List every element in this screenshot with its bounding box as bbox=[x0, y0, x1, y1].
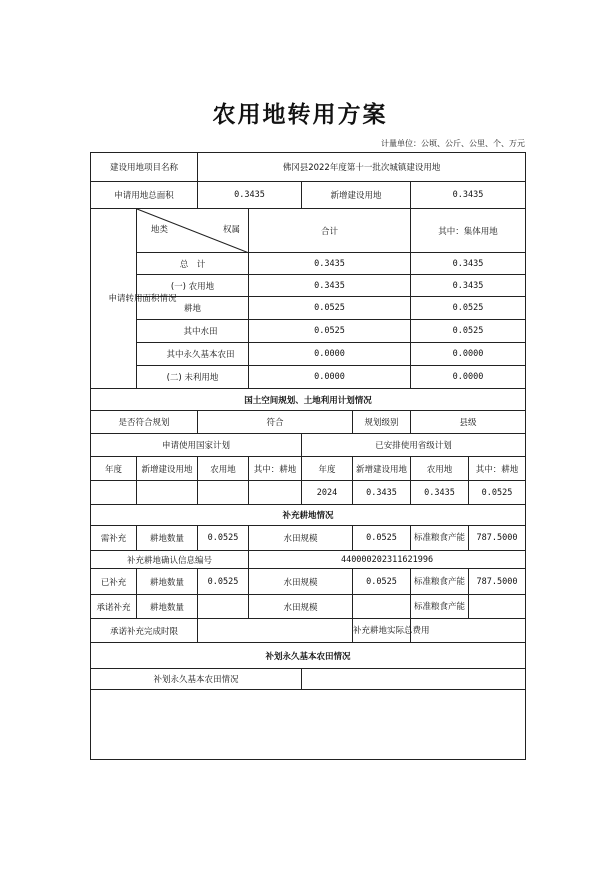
need-paddy-value: 0.0525 bbox=[353, 526, 411, 551]
plan-value-cell bbox=[137, 481, 198, 505]
arable-label: 耕地数量 bbox=[137, 595, 198, 619]
blank-remarks-row bbox=[91, 690, 526, 760]
plan-header-cell: 年度 bbox=[91, 457, 137, 481]
grain-label: 标准粮食产能 bbox=[411, 526, 469, 551]
plan-header-cell: 其中：耕地 bbox=[249, 457, 302, 481]
row-label: 其中永久基本农田 bbox=[137, 343, 249, 366]
row-label: (二) 未利用地 bbox=[137, 366, 249, 389]
permanent-section-title: 补划永久基本农田情况 bbox=[91, 643, 526, 669]
row-collective: 0.0000 bbox=[411, 343, 526, 366]
plan-header-cell: 新增建设用地 bbox=[137, 457, 198, 481]
new-construction-value: 0.3435 bbox=[411, 182, 526, 209]
done-grain-value: 787.5000 bbox=[469, 569, 526, 595]
land-conversion-form bbox=[90, 152, 526, 760]
planning-compliance-row bbox=[91, 411, 526, 434]
done-paddy-value: 0.0525 bbox=[353, 569, 411, 595]
plan-header-cell: 农用地 bbox=[411, 457, 469, 481]
confirm-value: 440000202311621996 bbox=[249, 551, 526, 569]
grain-label: 标准粮食产能 bbox=[411, 569, 469, 595]
plan-value-cell: 0.3435 bbox=[411, 481, 469, 505]
grain-label: 标准粮食产能 bbox=[411, 595, 469, 619]
row-collective: 0.0525 bbox=[411, 320, 526, 343]
supplement-section-row bbox=[91, 505, 526, 526]
total-area-value: 0.3435 bbox=[198, 182, 302, 209]
row-collective: 0.0000 bbox=[411, 366, 526, 389]
done-arable-value: 0.0525 bbox=[198, 569, 249, 595]
total-area-label: 申请用地总面积 bbox=[91, 182, 198, 209]
area-row bbox=[91, 182, 526, 209]
compliance-value: 符合 bbox=[198, 411, 353, 434]
compliance-label: 是否符合规划 bbox=[91, 411, 198, 434]
permanent-section-row bbox=[91, 643, 526, 669]
conversion-row bbox=[91, 343, 526, 366]
diag-ownership: 权属 bbox=[223, 225, 241, 235]
national-plan-label: 申请使用国家计划 bbox=[91, 434, 302, 457]
permanent-row-value bbox=[302, 669, 526, 690]
blank-remarks-cell bbox=[91, 690, 526, 760]
row-label: (一) 农用地 bbox=[137, 275, 249, 297]
promise-arable-value bbox=[198, 595, 249, 619]
confirm-row bbox=[91, 551, 526, 569]
col-total-header: 合计 bbox=[249, 209, 411, 253]
plan-values-row bbox=[91, 481, 526, 505]
done-supplement-row bbox=[91, 569, 526, 595]
need-arable-value: 0.0525 bbox=[198, 526, 249, 551]
unit-note: 计量单位：公顷、公斤、公里、个、万元 bbox=[381, 139, 525, 148]
plan-type-row bbox=[91, 434, 526, 457]
planning-section-title: 国土空间规划、土地利用计划情况 bbox=[91, 389, 526, 411]
plan-header-cell: 农用地 bbox=[198, 457, 249, 481]
row-total: 0.3435 bbox=[249, 275, 411, 297]
row-collective: 0.3435 bbox=[411, 253, 526, 275]
level-value: 县级 bbox=[411, 411, 526, 434]
row-total: 0.3435 bbox=[249, 253, 411, 275]
plan-header-cell: 新增建设用地 bbox=[353, 457, 411, 481]
row-total: 0.0000 bbox=[249, 343, 411, 366]
project-label: 建设用地项目名称 bbox=[91, 153, 198, 182]
provincial-plan-label: 已安排使用省级计划 bbox=[302, 434, 526, 457]
conversion-side-label: 申请转用面积情况 bbox=[91, 209, 137, 389]
new-construction-label: 新增建设用地 bbox=[302, 182, 411, 209]
paddy-label: 水田规模 bbox=[249, 569, 353, 595]
need-supplement-row bbox=[91, 526, 526, 551]
supplement-section-title: 补充耕地情况 bbox=[91, 505, 526, 526]
col-collective-header: 其中：集体用地 bbox=[411, 209, 526, 253]
plan-header-row bbox=[91, 457, 526, 481]
paddy-label: 水田规模 bbox=[249, 595, 353, 619]
confirm-label: 补充耕地确认信息编号 bbox=[91, 551, 249, 569]
promise-time-label: 承诺补充完成时限 bbox=[91, 619, 198, 643]
row-collective: 0.0525 bbox=[411, 297, 526, 320]
promise-time-row bbox=[91, 619, 526, 643]
row-label: 其中水田 bbox=[137, 320, 249, 343]
row-total: 0.0525 bbox=[249, 320, 411, 343]
promise-supplement-row bbox=[91, 595, 526, 619]
level-label: 规划级别 bbox=[353, 411, 411, 434]
conversion-row bbox=[91, 320, 526, 343]
plan-value-cell: 0.3435 bbox=[353, 481, 411, 505]
project-row bbox=[91, 153, 526, 182]
arable-label: 耕地数量 bbox=[137, 526, 198, 551]
row-collective: 0.3435 bbox=[411, 275, 526, 297]
plan-value-cell bbox=[249, 481, 302, 505]
promise-label: 承诺补充 bbox=[91, 595, 137, 619]
need-grain-value: 787.5000 bbox=[469, 526, 526, 551]
row-label: 总 计 bbox=[137, 253, 249, 275]
paddy-label: 水田规模 bbox=[249, 526, 353, 551]
promise-paddy-value bbox=[353, 595, 411, 619]
planning-section-row bbox=[91, 389, 526, 411]
done-label: 已补充 bbox=[91, 569, 137, 595]
arable-label: 耕地数量 bbox=[137, 569, 198, 595]
project-value: 佛冈县2022年度第十一批次城镇建设用地 bbox=[198, 153, 526, 182]
conversion-header-row bbox=[91, 209, 526, 253]
diagonal-header-cell bbox=[137, 209, 249, 253]
plan-value-cell bbox=[198, 481, 249, 505]
permanent-row-label: 补划永久基本农田情况 bbox=[91, 669, 302, 690]
plan-header-cell: 其中：耕地 bbox=[469, 457, 526, 481]
promise-grain-value bbox=[469, 595, 526, 619]
promise-time-value bbox=[198, 619, 353, 643]
conversion-row bbox=[91, 253, 526, 275]
row-total: 0.0000 bbox=[249, 366, 411, 389]
plan-header-cell: 年度 bbox=[302, 457, 353, 481]
permanent-row bbox=[91, 669, 526, 690]
plan-value-cell: 2024 bbox=[302, 481, 353, 505]
diag-land-type: 地类 bbox=[151, 225, 169, 235]
row-total: 0.0525 bbox=[249, 297, 411, 320]
row-label: 耕地 bbox=[137, 297, 249, 320]
conversion-row bbox=[91, 366, 526, 389]
need-label: 需补充 bbox=[91, 526, 137, 551]
actual-cost-label: 补充耕地实际总费用 bbox=[353, 619, 411, 643]
document-title: 农用地转用方案 bbox=[212, 101, 388, 128]
plan-value-cell bbox=[91, 481, 137, 505]
plan-value-cell: 0.0525 bbox=[469, 481, 526, 505]
